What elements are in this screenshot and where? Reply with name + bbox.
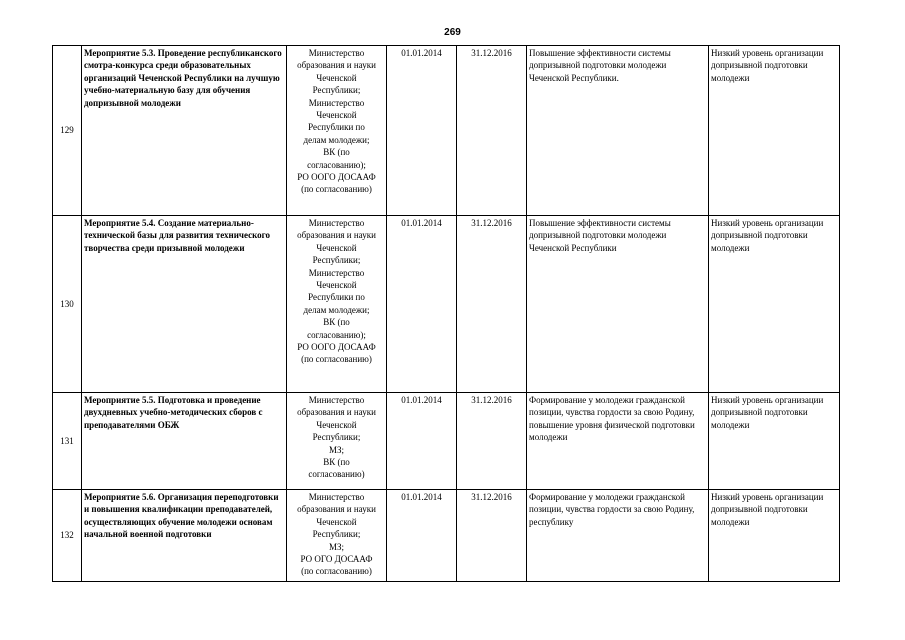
executor-line: Министерство (308, 218, 365, 228)
executor-line: ВК (по (323, 317, 350, 328)
executor-line: Чеченской (316, 110, 357, 121)
end-date: 31.12.2016 (457, 46, 527, 216)
executors-cell (287, 46, 387, 216)
executor-line: Министерство (308, 492, 365, 502)
expected-result: Формирование у молодежи гражданской позиции, чувства гордости за свою Родину, повышение уровня физической подготовки молодежи (527, 393, 709, 490)
executor-line: МЗ; (328, 541, 344, 552)
start-date: 01.01.2014 (387, 490, 457, 582)
row-number: 131 (53, 393, 82, 490)
executor-line: образования и науки (297, 230, 376, 241)
executor-line: Республики; (312, 529, 361, 540)
activity-title: Мероприятие 5.6. Организация переподготовки и повышения квалификации преподавателей, осуществляющих обучение молодежи основам начальной военной подготовки (82, 490, 287, 582)
table-row (53, 216, 840, 393)
executor-line: Республики по (308, 122, 365, 133)
expected-result: Повышение эффективности системы допризывной подготовки молодежи Чеченской Республики (527, 216, 709, 393)
executor-line: Чеченской (316, 242, 357, 253)
executor-line: согласованию); (307, 329, 366, 340)
executor-line: МЗ; (328, 444, 344, 455)
executor-line: Чеченской (316, 280, 357, 291)
executor-line: Республики; (312, 85, 361, 96)
table-row (53, 393, 840, 490)
row-number: 130 (53, 216, 82, 393)
executor-line: ВК (по (323, 457, 350, 468)
executors-cell (287, 393, 387, 490)
executor-line: Министерство (308, 267, 365, 278)
executor-line: ВК (по (323, 147, 350, 158)
page-number: 269 (444, 27, 461, 38)
executor-line: Министерство (308, 395, 365, 405)
start-date: 01.01.2014 (387, 46, 457, 216)
expected-result: Формирование у молодежи гражданской позиции, чувства гордости за свою Родину, республику (527, 490, 709, 582)
executor-line: (по согласованию) (301, 566, 372, 577)
executor-line: РО ОГО ДОСААФ (300, 554, 373, 565)
activity-title: Мероприятие 5.5. Подготовка и проведение двухдневных учебно-методических сборов с преподавателями ОБЖ (82, 393, 287, 490)
end-date: 31.12.2016 (457, 393, 527, 490)
start-date: 01.01.2014 (387, 216, 457, 393)
executor-line: Республики; (312, 255, 361, 266)
consequence: Низкий уровень организации допризывной подготовки молодежи (709, 393, 840, 490)
executor-line: РО ООГО ДОСААФ (297, 342, 376, 353)
row-number: 132 (53, 490, 82, 582)
activity-title: Мероприятие 5.3. Проведение республиканского смотра-конкурса среди образовательных организаций Чеченской Республики на лучшую учебно-материальную базу для обучения допризывной молодежи (82, 46, 287, 216)
executor-line: Чеченской (316, 516, 357, 527)
executor-line: согласованию) (308, 469, 365, 480)
end-date: 31.12.2016 (457, 490, 527, 582)
executor-line: РО ООГО ДОСААФ (297, 172, 376, 183)
consequence: Низкий уровень организации допризывной подготовки молодежи (709, 46, 840, 216)
executor-line: образования и науки (297, 60, 376, 71)
executor-line: (по согласованию) (301, 184, 372, 195)
table-row (53, 46, 840, 216)
executor-line: Чеченской (316, 419, 357, 430)
executor-line: согласованию); (307, 159, 366, 170)
table-row (53, 490, 840, 582)
consequence: Низкий уровень организации допризывной подготовки молодежи (709, 490, 840, 582)
end-date: 31.12.2016 (457, 216, 527, 393)
executor-line: делам молодежи; (303, 134, 370, 145)
executors-cell (287, 490, 387, 582)
executor-line: образования и науки (297, 407, 376, 418)
executor-line: (по согласованию) (301, 354, 372, 365)
executor-line: Республики по (308, 292, 365, 303)
executors-cell (287, 216, 387, 393)
executor-line: делам молодежи; (303, 304, 370, 315)
consequence: Низкий уровень организации допризывной подготовки молодежи (709, 216, 840, 393)
executor-line: образования и науки (297, 504, 376, 515)
expected-result: Повышение эффективности системы допризывной подготовки молодежи Чеченской Республики. (527, 46, 709, 216)
executor-line: Республики; (312, 432, 361, 443)
executor-line: Министерство (308, 48, 365, 58)
start-date: 01.01.2014 (387, 393, 457, 490)
activity-title: Мероприятие 5.4. Создание материально-технической базы для развития технического творчества среди призывной молодежи (82, 216, 287, 393)
executor-line: Министерство (308, 97, 365, 108)
activities-table (52, 45, 840, 582)
executor-line: Чеченской (316, 72, 357, 83)
row-number: 129 (53, 46, 82, 216)
